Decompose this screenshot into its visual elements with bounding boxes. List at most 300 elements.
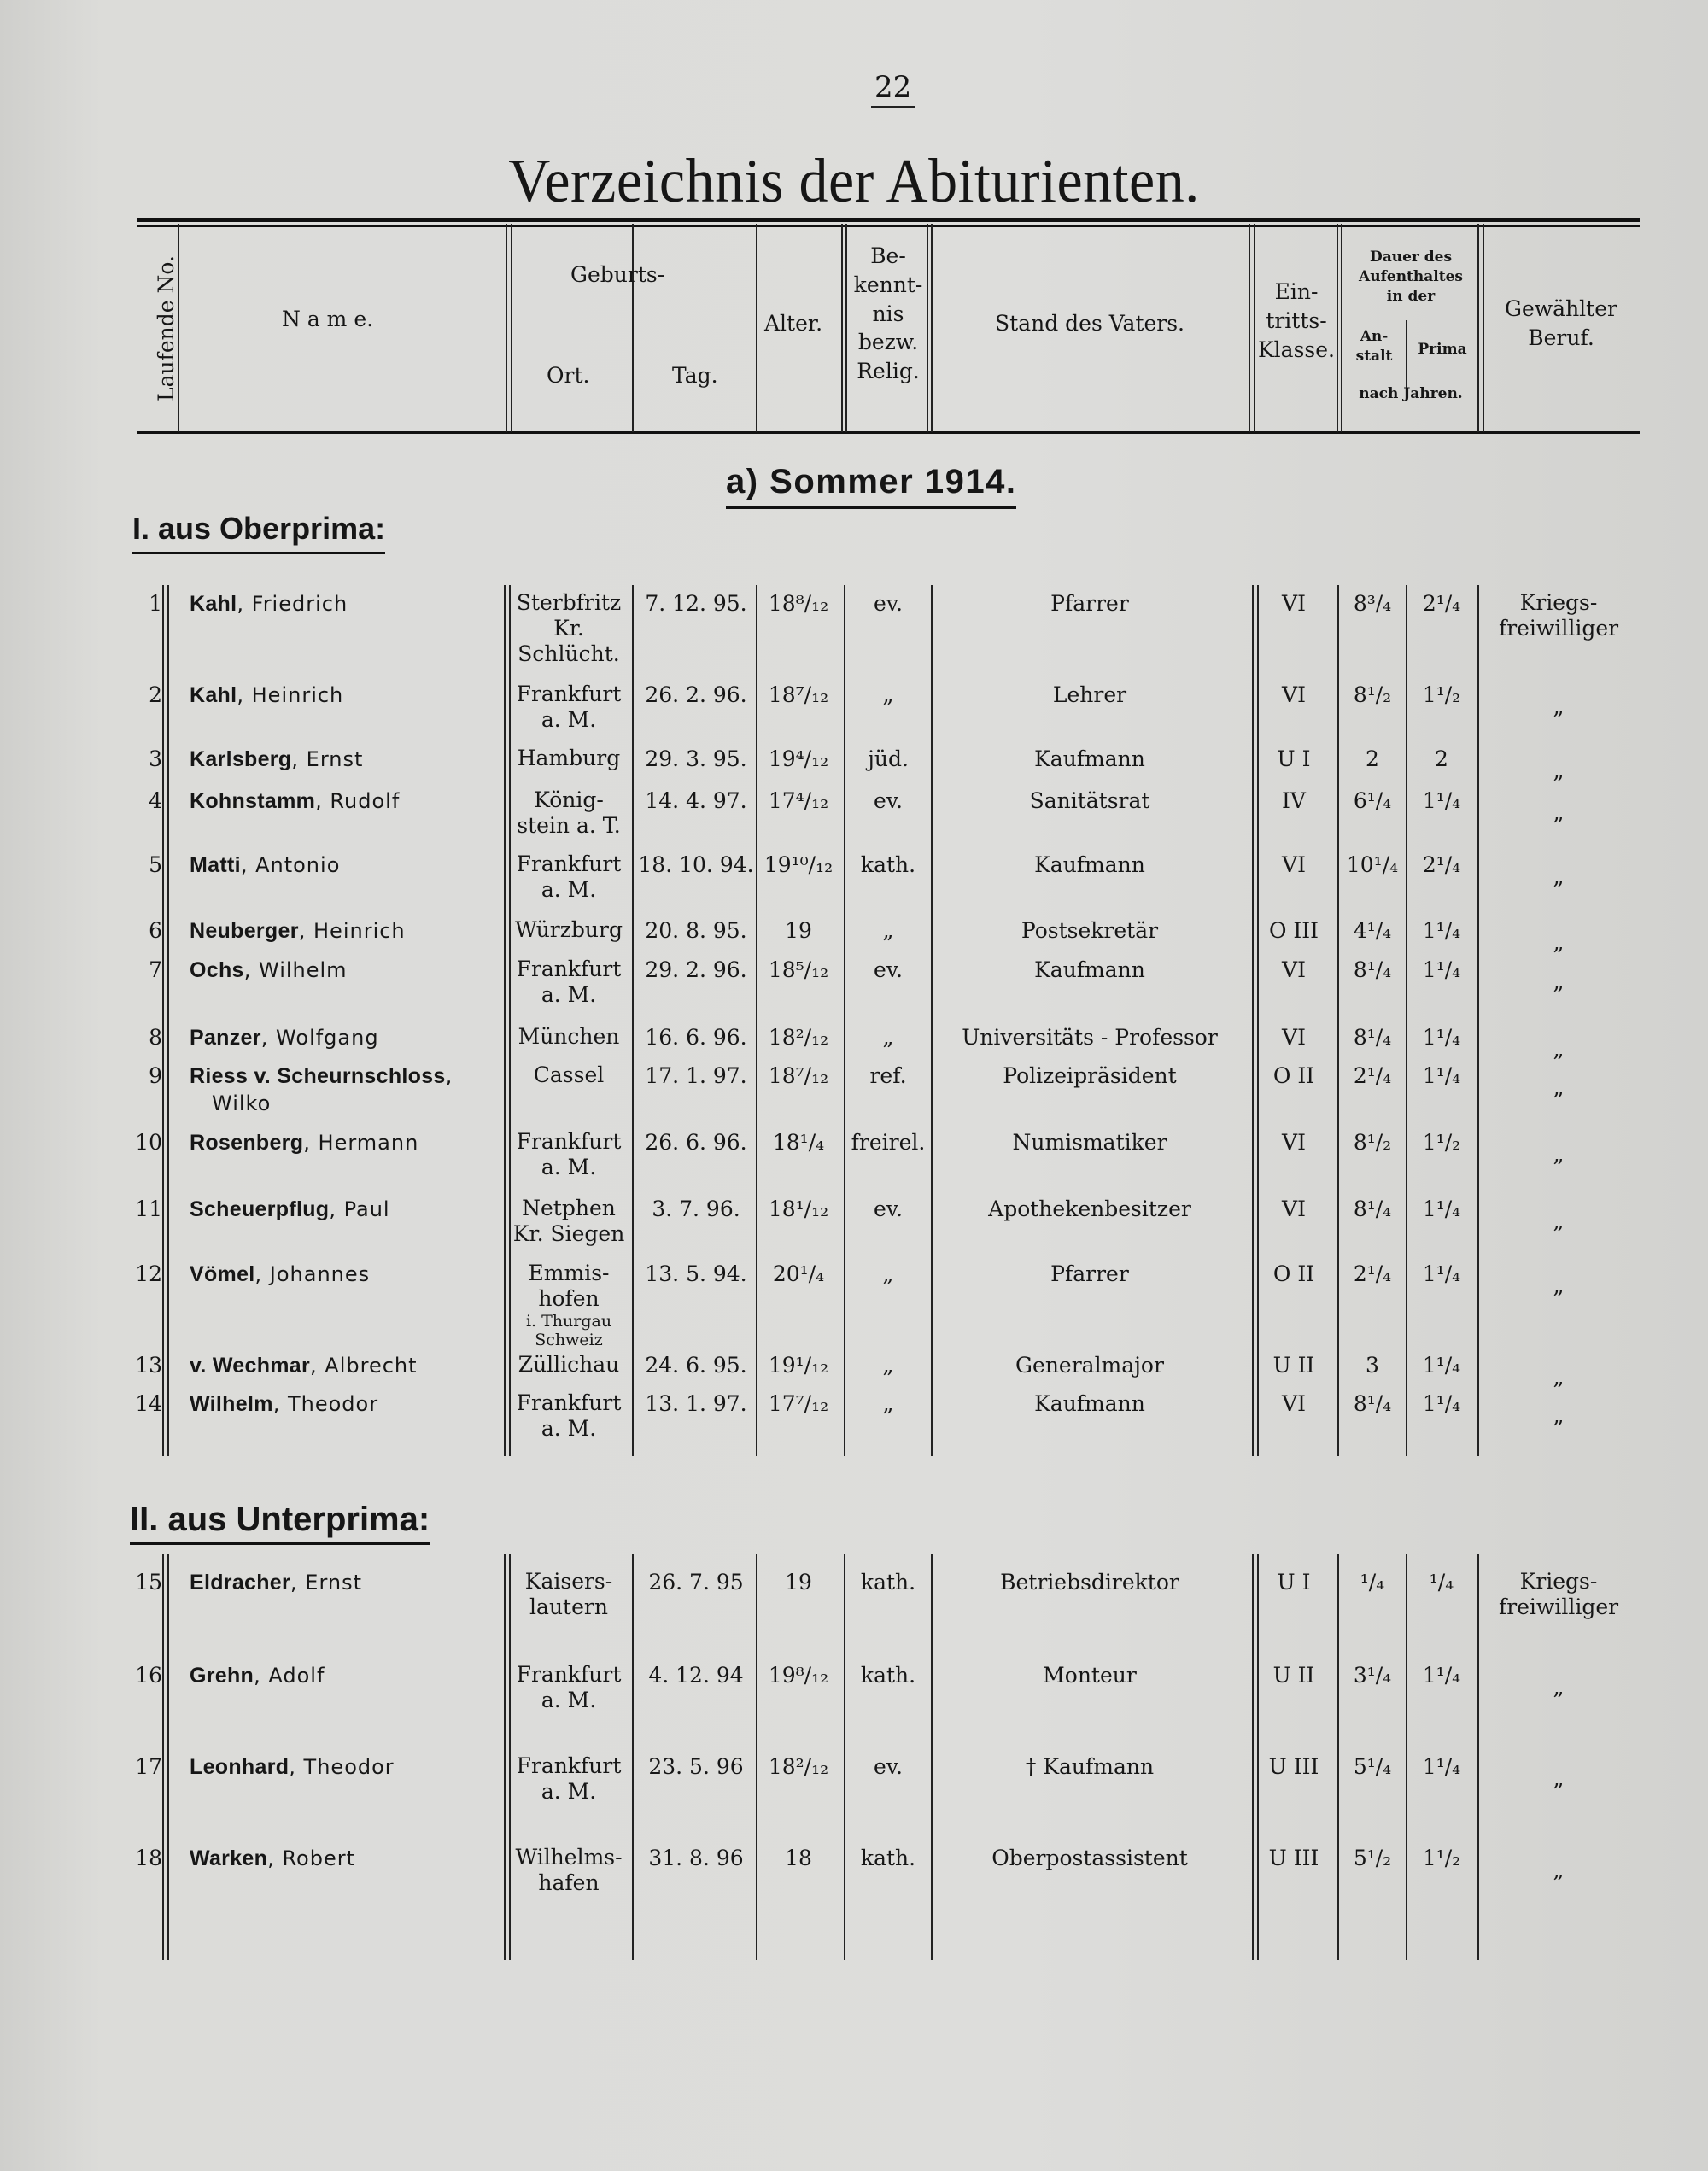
birth-place bbox=[506, 851, 632, 903]
entry-class: U III bbox=[1268, 1846, 1319, 1870]
student-firstname: , Albrecht bbox=[310, 1354, 418, 1378]
student-surname: Grehn bbox=[190, 1664, 254, 1688]
header-anstalt-line: An- bbox=[1360, 328, 1389, 345]
student-name bbox=[190, 1196, 390, 1223]
header-ort: Ort. bbox=[547, 363, 590, 388]
father-occupation: Kaufmann bbox=[1034, 746, 1145, 771]
birth-place-line: Netphen bbox=[522, 1196, 616, 1220]
student-name bbox=[190, 1753, 395, 1781]
header-anstalt-line: stalt bbox=[1355, 347, 1393, 365]
header-col-line bbox=[632, 224, 634, 432]
student-firstname: , Ernst bbox=[291, 747, 364, 771]
age: 20¹/₄ bbox=[772, 1261, 825, 1286]
birth-date: 4. 12. 94 bbox=[648, 1663, 744, 1688]
student-surname: Ochs bbox=[190, 958, 244, 982]
religion: ev. bbox=[874, 1754, 903, 1779]
student-name bbox=[190, 1390, 378, 1418]
row-number: 16 bbox=[135, 1663, 162, 1688]
header-bottom-rule bbox=[137, 431, 1640, 434]
row-number: 17 bbox=[135, 1754, 162, 1779]
birth-place bbox=[506, 1062, 632, 1088]
birth-place-line: Wilhelms- bbox=[515, 1845, 623, 1870]
birth-place-line: Frankfurt bbox=[516, 851, 622, 876]
body-col-line bbox=[1257, 585, 1259, 1456]
entry-class: VI bbox=[1282, 852, 1306, 877]
student-name bbox=[190, 957, 348, 984]
birth-place-line: stein a. T. bbox=[517, 813, 621, 838]
header-col-line bbox=[841, 224, 843, 432]
student-surname: Kahl bbox=[190, 592, 237, 616]
body-col-line bbox=[1252, 585, 1254, 1456]
birth-place-line: hofen bbox=[538, 1286, 600, 1311]
student-firstname: , bbox=[445, 1064, 453, 1088]
years-in-prima: 1¹/₄ bbox=[1422, 1663, 1461, 1688]
header-alter: Alter. bbox=[764, 311, 823, 336]
student-firstname: , Hermann bbox=[303, 1131, 419, 1155]
header-bekenntnis-line: bezw. bbox=[857, 330, 919, 355]
age: 18⁸/₁₂ bbox=[768, 591, 829, 616]
father-occupation: Numismatiker bbox=[1012, 1130, 1167, 1155]
student-firstname: , Ernst bbox=[290, 1571, 363, 1595]
header-anstalt bbox=[1342, 327, 1406, 366]
header-dauer-line: in der bbox=[1386, 287, 1436, 305]
student-name bbox=[190, 1261, 370, 1288]
years-in-prima: 2¹/₄ bbox=[1422, 852, 1461, 877]
header-col-line bbox=[756, 224, 757, 432]
father-occupation: Kaufmann bbox=[1034, 957, 1145, 982]
years-at-school: 3 bbox=[1366, 1353, 1379, 1378]
student-surname: Leonhard bbox=[190, 1755, 290, 1779]
religion: „ bbox=[882, 1261, 894, 1286]
years-in-prima: 1¹/₄ bbox=[1422, 1025, 1461, 1050]
years-at-school: ¹/₄ bbox=[1360, 1570, 1385, 1595]
entry-class: VI bbox=[1282, 1130, 1306, 1155]
entry-class: VI bbox=[1282, 1391, 1306, 1416]
birth-place-line: hafen bbox=[538, 1870, 600, 1895]
father-occupation: Polizeipräsident bbox=[1003, 1063, 1177, 1088]
body-col-line bbox=[1406, 585, 1407, 1456]
years-in-prima: 1¹/₄ bbox=[1422, 1353, 1461, 1378]
row-number: 15 bbox=[135, 1570, 162, 1595]
years-at-school: 2 bbox=[1366, 746, 1379, 771]
birth-place-line: Frankfurt bbox=[516, 682, 622, 706]
years-at-school: 3¹/₄ bbox=[1353, 1663, 1392, 1688]
birth-place-line: Züllichau bbox=[518, 1352, 620, 1377]
religion: kath. bbox=[860, 1663, 916, 1688]
header-stand: Stand des Vaters. bbox=[995, 311, 1184, 336]
age: 18²/₁₂ bbox=[768, 1754, 829, 1779]
age: 18 bbox=[785, 1846, 812, 1870]
chosen-profession: „ bbox=[1553, 864, 1565, 889]
birth-place-line: Frankfurt bbox=[516, 1662, 622, 1687]
years-in-prima: 1¹/₄ bbox=[1422, 957, 1461, 982]
row-number: 10 bbox=[135, 1130, 162, 1155]
entry-class: U I bbox=[1277, 1570, 1311, 1595]
birth-place-line: Cassel bbox=[533, 1062, 605, 1087]
age: 19 bbox=[785, 1570, 812, 1595]
birth-place-line: lautern bbox=[529, 1595, 608, 1619]
body-col-line bbox=[167, 585, 169, 1456]
birth-place-line: a. M. bbox=[541, 1779, 597, 1804]
birth-place-line: Frankfurt bbox=[516, 1390, 622, 1415]
religion: ref. bbox=[869, 1063, 907, 1088]
row-number: 12 bbox=[135, 1261, 162, 1286]
entry-class: VI bbox=[1282, 957, 1306, 982]
religion: ev. bbox=[874, 957, 903, 982]
birth-date: 26. 7. 95 bbox=[648, 1570, 744, 1595]
years-at-school: 8¹/₂ bbox=[1353, 682, 1392, 707]
student-surname: Vömel bbox=[190, 1262, 255, 1286]
student-firstname: , Rudolf bbox=[315, 789, 401, 813]
birth-place-line: a. M. bbox=[541, 1688, 597, 1712]
birth-place-line: a. M. bbox=[541, 982, 597, 1007]
birth-place-line: Schlücht. bbox=[518, 641, 620, 666]
birth-place bbox=[506, 682, 632, 733]
birth-place-line: Kr. bbox=[553, 616, 584, 641]
birth-place-line: a. M. bbox=[541, 707, 597, 732]
header-bekenntnis-line: kennt- bbox=[853, 272, 923, 297]
years-at-school: 2¹/₄ bbox=[1353, 1261, 1392, 1286]
row-number: 14 bbox=[135, 1391, 162, 1416]
birth-place-line: Kaisers- bbox=[524, 1569, 613, 1594]
years-in-prima: 1¹/₄ bbox=[1422, 1754, 1461, 1779]
student-surname: Eldracher bbox=[190, 1571, 291, 1595]
father-occupation: † Kaufmann bbox=[1025, 1754, 1155, 1779]
birth-place bbox=[506, 1024, 632, 1050]
religion: „ bbox=[882, 682, 894, 707]
birth-place bbox=[506, 957, 632, 1008]
student-surname: Warken bbox=[190, 1846, 268, 1870]
student-name bbox=[190, 682, 343, 709]
religion: jüd. bbox=[868, 746, 909, 771]
student-name bbox=[190, 1845, 355, 1872]
birth-place bbox=[506, 1196, 632, 1247]
entry-class: VI bbox=[1282, 1025, 1306, 1050]
header-dauer bbox=[1342, 248, 1479, 307]
birth-place bbox=[506, 1662, 632, 1713]
religion: kath. bbox=[860, 1570, 916, 1595]
father-occupation: Pfarrer bbox=[1050, 591, 1129, 616]
student-firstname: , Adolf bbox=[254, 1664, 325, 1688]
body-col-line bbox=[162, 585, 164, 1456]
birth-date: 18. 10. 94. bbox=[638, 852, 754, 877]
birth-place-line: Würzburg bbox=[515, 917, 623, 942]
body-col-line bbox=[1477, 585, 1479, 1456]
chosen-profession: Kriegs-freiwilliger bbox=[1498, 1569, 1619, 1619]
years-at-school: 8¹/₄ bbox=[1353, 957, 1392, 982]
years-in-prima: 1¹/₂ bbox=[1422, 682, 1461, 707]
years-at-school: 6¹/₄ bbox=[1353, 788, 1392, 813]
years-at-school: 8¹/₄ bbox=[1353, 1391, 1392, 1416]
chosen-profession: „ bbox=[1553, 694, 1565, 719]
religion: kath. bbox=[860, 1846, 916, 1870]
student-firstname: , Wolfgang bbox=[260, 1026, 379, 1050]
birth-place bbox=[506, 1352, 632, 1378]
father-occupation: Apothekenbesitzer bbox=[988, 1197, 1191, 1221]
header-eintritts-line: Ein- bbox=[1274, 279, 1319, 304]
student-surname: Karlsberg bbox=[190, 747, 292, 771]
birth-place bbox=[506, 917, 632, 943]
header-col-line bbox=[506, 224, 507, 432]
row-number: 9 bbox=[149, 1063, 162, 1088]
birth-date: 3. 7. 96. bbox=[652, 1197, 740, 1221]
header-laufende-no: Laufende No. bbox=[154, 255, 178, 401]
header-eintritts-line: Klasse. bbox=[1258, 336, 1335, 362]
birth-date: 7. 12. 95. bbox=[645, 591, 747, 616]
section-oberprima: I. aus Oberprima: bbox=[132, 511, 385, 554]
birth-place bbox=[506, 746, 632, 771]
student-surname: v. Wechmar bbox=[190, 1354, 311, 1378]
entry-class: IV bbox=[1282, 788, 1306, 813]
religion: kath. bbox=[860, 852, 916, 877]
chosen-profession: „ bbox=[1553, 800, 1565, 825]
student-surname: Wilhelm bbox=[190, 1392, 273, 1416]
religion: „ bbox=[882, 918, 894, 943]
birth-date: 20. 8. 95. bbox=[645, 918, 747, 943]
student-name bbox=[190, 1662, 325, 1689]
student-firstname: , Johannes bbox=[254, 1262, 371, 1286]
religion: ev. bbox=[874, 591, 903, 616]
years-at-school: 10¹/₄ bbox=[1346, 852, 1399, 877]
birth-date: 17. 1. 97. bbox=[645, 1063, 747, 1088]
birth-place bbox=[506, 1261, 632, 1349]
years-at-school: 8³/₄ bbox=[1353, 591, 1392, 616]
header-top-rule bbox=[137, 218, 1640, 222]
age: 18¹/₄ bbox=[772, 1130, 825, 1155]
birth-date: 29. 3. 95. bbox=[645, 746, 747, 771]
father-occupation: Universitäts - Professor bbox=[962, 1025, 1218, 1050]
age: 18⁵/₁₂ bbox=[768, 957, 829, 982]
father-occupation: Pfarrer bbox=[1050, 1261, 1129, 1286]
birth-date: 13. 5. 94. bbox=[645, 1261, 747, 1286]
father-occupation: Oberpostassistent bbox=[991, 1846, 1188, 1870]
student-surname: Neuberger bbox=[190, 919, 299, 943]
birth-place bbox=[506, 1569, 632, 1620]
header-eintritts bbox=[1254, 278, 1339, 364]
birth-date: 13. 1. 97. bbox=[645, 1391, 747, 1416]
years-in-prima: 2¹/₄ bbox=[1422, 591, 1461, 616]
years-at-school: 8¹/₄ bbox=[1353, 1025, 1392, 1050]
age: 19¹⁰/₁₂ bbox=[763, 852, 834, 877]
chosen-profession: „ bbox=[1553, 1766, 1565, 1791]
row-number: 11 bbox=[135, 1197, 162, 1221]
section-unterprima: II. aus Unterprima: bbox=[130, 1501, 430, 1545]
birth-place-line: Sterbfritz bbox=[516, 590, 622, 615]
birth-place-line: Frankfurt bbox=[516, 1753, 622, 1778]
row-number: 8 bbox=[149, 1025, 162, 1050]
birth-date: 14. 4. 97. bbox=[645, 788, 747, 813]
age: 18²/₁₂ bbox=[768, 1025, 829, 1050]
religion: „ bbox=[882, 1391, 894, 1416]
body-col-line bbox=[756, 585, 757, 1456]
birth-place bbox=[506, 787, 632, 839]
semester-heading: a) Sommer 1914. bbox=[726, 463, 1016, 509]
years-at-school: 5¹/₄ bbox=[1353, 1754, 1392, 1779]
birth-place bbox=[506, 1845, 632, 1896]
student-firstname: , Wilhelm bbox=[243, 958, 348, 982]
chosen-profession: „ bbox=[1553, 1208, 1565, 1233]
birth-date: 29. 2. 96. bbox=[645, 957, 747, 982]
student-name bbox=[190, 1352, 418, 1379]
age: 17⁷/₁₂ bbox=[768, 1391, 829, 1416]
years-in-prima: 1¹/₄ bbox=[1422, 918, 1461, 943]
student-name bbox=[190, 590, 348, 617]
birth-place-line: a. M. bbox=[541, 1155, 597, 1179]
years-at-school: 8¹/₂ bbox=[1353, 1130, 1392, 1155]
student-name bbox=[190, 1024, 379, 1051]
birth-place bbox=[506, 1753, 632, 1805]
row-number: 7 bbox=[149, 957, 162, 982]
father-occupation: Betriebsdirektor bbox=[1000, 1570, 1179, 1595]
header-beruf-line: Gewählter bbox=[1505, 296, 1617, 321]
birth-place-line-small: i. Thurgau bbox=[525, 1312, 612, 1331]
years-at-school: 5¹/₂ bbox=[1353, 1846, 1392, 1870]
birth-place-line: Kr. Siegen bbox=[512, 1221, 625, 1246]
father-occupation: Lehrer bbox=[1052, 682, 1127, 707]
entry-class: VI bbox=[1282, 591, 1306, 616]
header-second-rule bbox=[137, 225, 1640, 227]
student-surname: Riess v. Scheurnschloss bbox=[190, 1064, 446, 1088]
student-surname: Panzer bbox=[190, 1026, 261, 1050]
body-col-line bbox=[632, 585, 634, 1456]
header-bekenntnis-line: Relig. bbox=[857, 359, 920, 383]
religion: freirel. bbox=[851, 1130, 926, 1155]
row-number: 6 bbox=[149, 918, 162, 943]
student-name bbox=[190, 787, 400, 815]
student-name bbox=[190, 746, 363, 773]
body-col-line bbox=[1477, 1554, 1479, 1960]
age: 19⁴/₁₂ bbox=[768, 746, 829, 771]
chosen-profession: „ bbox=[1553, 1675, 1565, 1700]
father-occupation: Kaufmann bbox=[1034, 852, 1145, 877]
birth-place-line: a. M. bbox=[541, 877, 597, 902]
years-in-prima: 1¹/₄ bbox=[1422, 1197, 1461, 1221]
chosen-profession: „ bbox=[1553, 1858, 1565, 1882]
years-at-school: 8¹/₄ bbox=[1353, 1197, 1392, 1221]
entry-class: O II bbox=[1272, 1063, 1315, 1088]
birth-date: 31. 8. 96 bbox=[648, 1846, 744, 1870]
age: 19 bbox=[785, 918, 812, 943]
student-firstname: , Paul bbox=[329, 1197, 390, 1221]
father-occupation: Monteur bbox=[1043, 1663, 1137, 1688]
age: 19⁸/₁₂ bbox=[768, 1663, 829, 1688]
birth-place bbox=[506, 1390, 632, 1442]
student-firstname-continued: Wilko bbox=[212, 1091, 272, 1115]
age: 19¹/₁₂ bbox=[768, 1353, 829, 1378]
birth-place-line: München bbox=[518, 1024, 620, 1049]
entry-class: VI bbox=[1282, 682, 1306, 707]
chosen-profession: „ bbox=[1553, 1365, 1565, 1390]
body-col-line bbox=[844, 585, 845, 1456]
years-in-prima: 1¹/₂ bbox=[1422, 1130, 1461, 1155]
religion: ev. bbox=[874, 1197, 903, 1221]
years-in-prima: 1¹/₄ bbox=[1422, 1391, 1461, 1416]
header-nach-jahren: nach Jahren. bbox=[1359, 385, 1463, 402]
student-firstname: , Theodor bbox=[289, 1755, 395, 1779]
age: 17⁴/₁₂ bbox=[768, 788, 829, 813]
header-prima: Prima bbox=[1418, 341, 1467, 358]
birth-place-line: Emmis- bbox=[528, 1261, 610, 1285]
student-name bbox=[190, 851, 340, 879]
chosen-profession: „ bbox=[1553, 1403, 1565, 1428]
student-firstname: , Robert bbox=[267, 1846, 356, 1870]
student-name bbox=[190, 1129, 418, 1156]
student-name bbox=[190, 917, 406, 945]
birth-place-line: a. M. bbox=[541, 1416, 597, 1441]
header-geburts: Geburts- bbox=[570, 262, 665, 287]
student-surname: Kahl bbox=[190, 683, 237, 707]
header-name: N a m e. bbox=[282, 307, 374, 331]
father-occupation: Kaufmann bbox=[1034, 1391, 1145, 1416]
birth-date: 23. 5. 96 bbox=[648, 1754, 744, 1779]
birth-place-line: Hamburg bbox=[517, 746, 621, 770]
body-col-line bbox=[931, 585, 933, 1456]
years-in-prima: ¹/₄ bbox=[1429, 1570, 1454, 1595]
row-number: 3 bbox=[149, 746, 162, 771]
chosen-profession: „ bbox=[1553, 969, 1565, 994]
student-surname: Kohnstamm bbox=[190, 789, 316, 813]
birth-place-line: König- bbox=[534, 787, 604, 812]
student-name bbox=[190, 1569, 362, 1596]
years-at-school: 2¹/₄ bbox=[1353, 1063, 1392, 1088]
age: 18¹/₁₂ bbox=[768, 1197, 829, 1221]
birth-place-line: Frankfurt bbox=[516, 1129, 622, 1154]
entry-class: U II bbox=[1272, 1353, 1315, 1378]
religion: „ bbox=[882, 1025, 894, 1050]
father-occupation: Postsekretär bbox=[1021, 918, 1159, 943]
birth-place bbox=[506, 1129, 632, 1180]
header-dauer-line: Dauer des bbox=[1369, 249, 1453, 266]
student-surname: Rosenberg bbox=[190, 1131, 304, 1155]
body-col-line bbox=[632, 1554, 634, 1960]
chosen-profession: „ bbox=[1553, 1273, 1565, 1298]
birth-date: 26. 2. 96. bbox=[645, 682, 747, 707]
entry-class: VI bbox=[1282, 1197, 1306, 1221]
header-beruf bbox=[1484, 295, 1638, 353]
header-col-line bbox=[1249, 224, 1250, 432]
student-firstname: , Friedrich bbox=[237, 592, 348, 616]
father-occupation: Sanitätsrat bbox=[1029, 788, 1150, 813]
row-number: 5 bbox=[149, 852, 162, 877]
entry-class: U I bbox=[1277, 746, 1311, 771]
body-col-line bbox=[162, 1554, 164, 1960]
row-number: 18 bbox=[135, 1846, 162, 1870]
header-bekenntnis-line: nis bbox=[872, 301, 904, 326]
chosen-profession: „ bbox=[1553, 1037, 1565, 1062]
birth-date: 24. 6. 95. bbox=[645, 1353, 747, 1378]
entry-class: O II bbox=[1272, 1261, 1315, 1286]
header-beruf-line: Beruf. bbox=[1528, 325, 1594, 350]
entry-class: U III bbox=[1268, 1754, 1319, 1779]
religion: „ bbox=[882, 1353, 894, 1378]
header-tag: Tag. bbox=[672, 363, 718, 388]
student-name bbox=[190, 1062, 453, 1117]
years-in-prima: 1¹/₄ bbox=[1422, 788, 1461, 813]
row-number: 1 bbox=[149, 591, 162, 616]
age: 18⁷/₁₂ bbox=[768, 682, 829, 707]
header-bekenntnis bbox=[847, 242, 929, 386]
chosen-profession: „ bbox=[1553, 1075, 1565, 1100]
page-number: 22 bbox=[871, 70, 915, 108]
student-surname: Matti bbox=[190, 853, 241, 877]
row-number: 13 bbox=[135, 1353, 162, 1378]
father-occupation: Generalmajor bbox=[1015, 1353, 1164, 1378]
row-number: 4 bbox=[149, 788, 162, 813]
body-col-line bbox=[1337, 585, 1339, 1456]
student-firstname: , Heinrich bbox=[237, 683, 344, 707]
birth-place bbox=[506, 590, 632, 667]
birth-place-line: Frankfurt bbox=[516, 957, 622, 981]
